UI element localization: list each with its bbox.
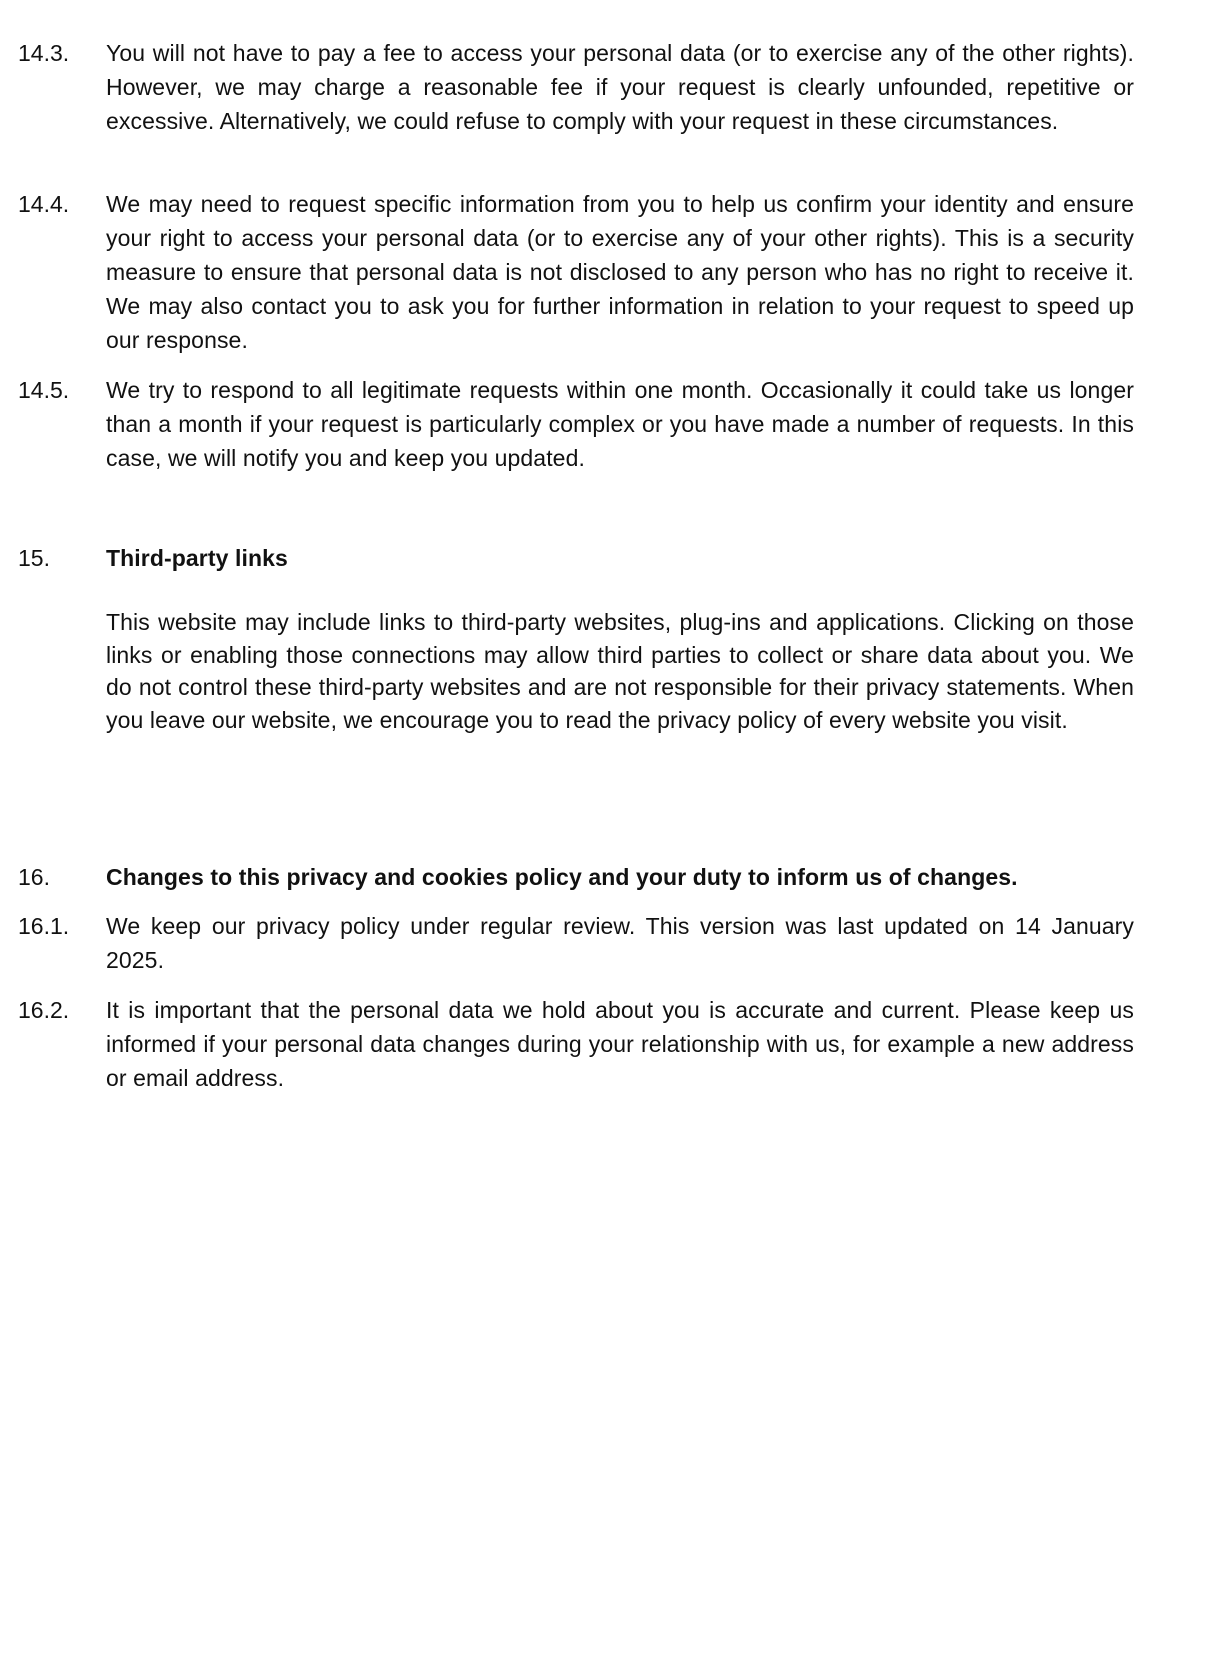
clause-number: 14.4. [18, 191, 70, 217]
section-number: 16. [18, 864, 50, 890]
section-number: 15. [18, 545, 50, 571]
section-heading: Third-party links [106, 545, 288, 571]
clause-number: 16.1. [18, 913, 70, 939]
clause-number: 14.3. [18, 40, 70, 66]
clause-text: We may need to request specific information from you to help us confirm your identity and ensure your right to access your personal data (or to exercise any of your other rights). This is a security measure to ensure that personal data is not disclosed to any person who has no right to receive it. We may also contact you to ask you for further information in relation to your request to speed up our response. [106, 191, 1134, 353]
clause-text: We keep our privacy policy under regular review. This version was last updated on 14 January 2025. [106, 913, 1134, 973]
clause-text: You will not have to pay a fee to access your personal data (or to exercise any of the other rights). However, we may charge a reasonable fee if your request is clearly unfounded, repetitive or excessive. Alternatively, we could refuse to comply with your request in these circumstances. [106, 40, 1134, 134]
clause-text: It is important that the personal data we hold about you is accurate and current. Please keep us informed if your personal data changes during your relationship with us, for example a new address or email address. [106, 997, 1134, 1091]
clause-text: We try to respond to all legitimate requests within one month. Occasionally it could take us longer than a month if your request is particularly complex or you have made a number of requests. In this case, we will notify you and keep you updated. [106, 377, 1134, 471]
clause-number: 14.5. [18, 377, 70, 403]
section-heading: Changes to this privacy and cookies policy and your duty to inform us of changes. [106, 864, 1018, 890]
clause-number: 16.2. [18, 997, 70, 1023]
section-15-body: This website may include links to third-party websites, plug-ins and applications. Clicking on those links or enabling those connections may allow third parties to collect or share data about you. We do not control these third-party websites and are not responsible for their privacy statements. When you leave our website, we encourage you to read the privacy policy of every website you visit. [106, 609, 1134, 733]
